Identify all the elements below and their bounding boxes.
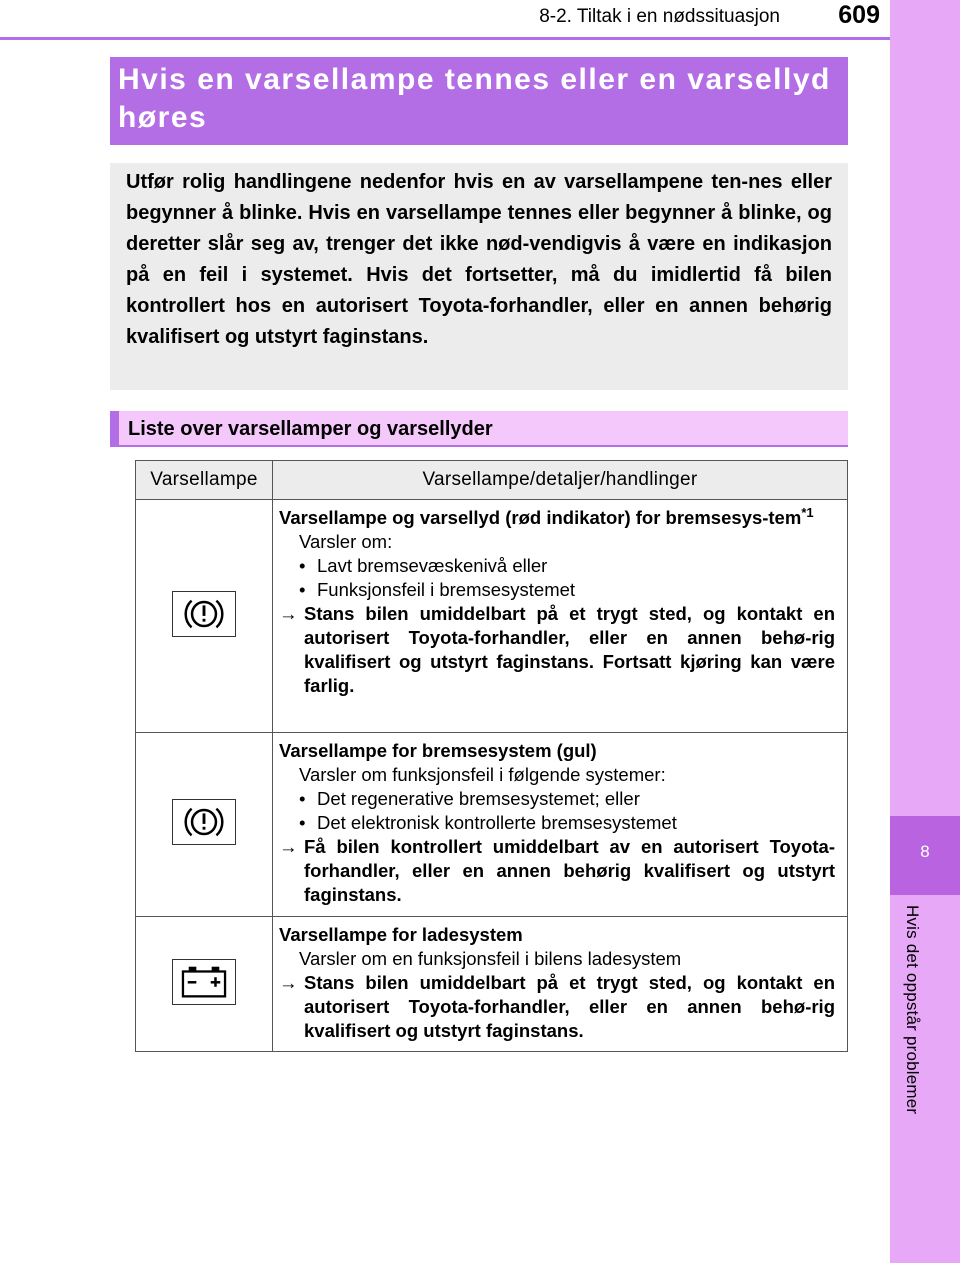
intro-text: Utfør rolig handlingene nedenfor hvis en av varsellampene ten-nes eller begynner å blinke. Hvis en varsellampe tennes eller begynner å blinke, og deretter slår seg av, trenger det ikke nød-vendigvis å være en indikasjon på en feil i systemet. Hvis det fortsetter, må du imidlertid få bilen kontrollert hos en autorisert Toyota-forhandler, eller en annen behørig kvalifisert og utstyrt faginstans. <box>110 163 848 390</box>
lamp-details-cell <box>273 733 848 917</box>
table-row <box>136 733 848 917</box>
lamp-description: Varsler om funksjonsfeil i følgende systemer: <box>299 764 666 785</box>
lamp-title: Varsellampe og varsellyd (rød indikator) for bremsesys-tem$^{*1}$ <box>279 504 814 528</box>
page-title: Hvis en varsellampe tennes eller en varsellyd høres <box>110 57 848 145</box>
lamp-icon-cell <box>136 917 273 1052</box>
action-instruction: → Få bilen kontrollert umiddelbart av en autorisert Toyota-forhandler, eller en annen behørig kvalifisert og utstyrt faginstans. <box>279 836 835 905</box>
brake-warning-icon <box>172 799 236 845</box>
lamp-details-cell <box>273 917 848 1052</box>
brake-warning-icon <box>172 591 236 637</box>
lamp-title: Varsellampe for ladesystem <box>279 924 523 945</box>
lamp-title: Varsellampe for bremsesystem (gul) <box>279 740 597 761</box>
arrow-right-icon: → <box>279 836 298 857</box>
arrow-right-icon: → <box>279 603 298 624</box>
warning-lamp-table <box>135 460 848 1052</box>
header-divider <box>0 37 890 40</box>
lamp-description: Varsler om en funksjonsfeil i bilens ladesystem <box>299 948 682 969</box>
table-header-row <box>136 461 848 500</box>
table-row <box>136 917 848 1052</box>
lamp-icon-cell <box>136 733 273 917</box>
page-number: 609 <box>838 1 880 29</box>
list-item: • Det regenerative bremsesystemet; eller <box>299 788 640 809</box>
list-item: • Lavt bremsevæskenivå eller <box>299 555 548 576</box>
list-item: • Det elektronisk kontrollerte bremsesystemet <box>299 812 677 833</box>
lamp-icon-cell <box>136 500 273 733</box>
list-item: • Funksjonsfeil i bremsesystemet <box>299 579 576 600</box>
lamp-details-cell <box>273 500 848 733</box>
section-subtitle: Liste over varsellamper og varsellyder <box>110 411 848 447</box>
section-heading: 8-2. Tiltak i en nødssituasjon <box>539 6 780 27</box>
lamp-description: Varsler om: <box>299 531 393 552</box>
action-instruction: → Stans bilen umiddelbart på et trygt sted, og kontakt en autorisert Toyota-forhandler, eller en annen behø-rig kvalifisert og utstyrt faginstans. Fortsatt kjøring kan være farlig. <box>279 603 835 696</box>
chapter-title: Hvis det oppstår problemer <box>903 905 922 1115</box>
footnote-marker: *1 <box>801 504 814 520</box>
chapter-number: 8 <box>890 816 960 895</box>
table-row <box>136 500 848 733</box>
battery-icon <box>172 959 236 1005</box>
arrow-right-icon: → <box>279 972 298 993</box>
column-header-details: Varsellampe/detaljer/handlinger <box>273 461 848 500</box>
action-instruction: → Stans bilen umiddelbart på et trygt sted, og kontakt en autorisert Toyota-forhandler, eller en annen behø-rig kvalifisert og utstyrt faginstans. <box>279 972 835 1041</box>
column-header-lamp: Varsellampe <box>136 461 273 500</box>
